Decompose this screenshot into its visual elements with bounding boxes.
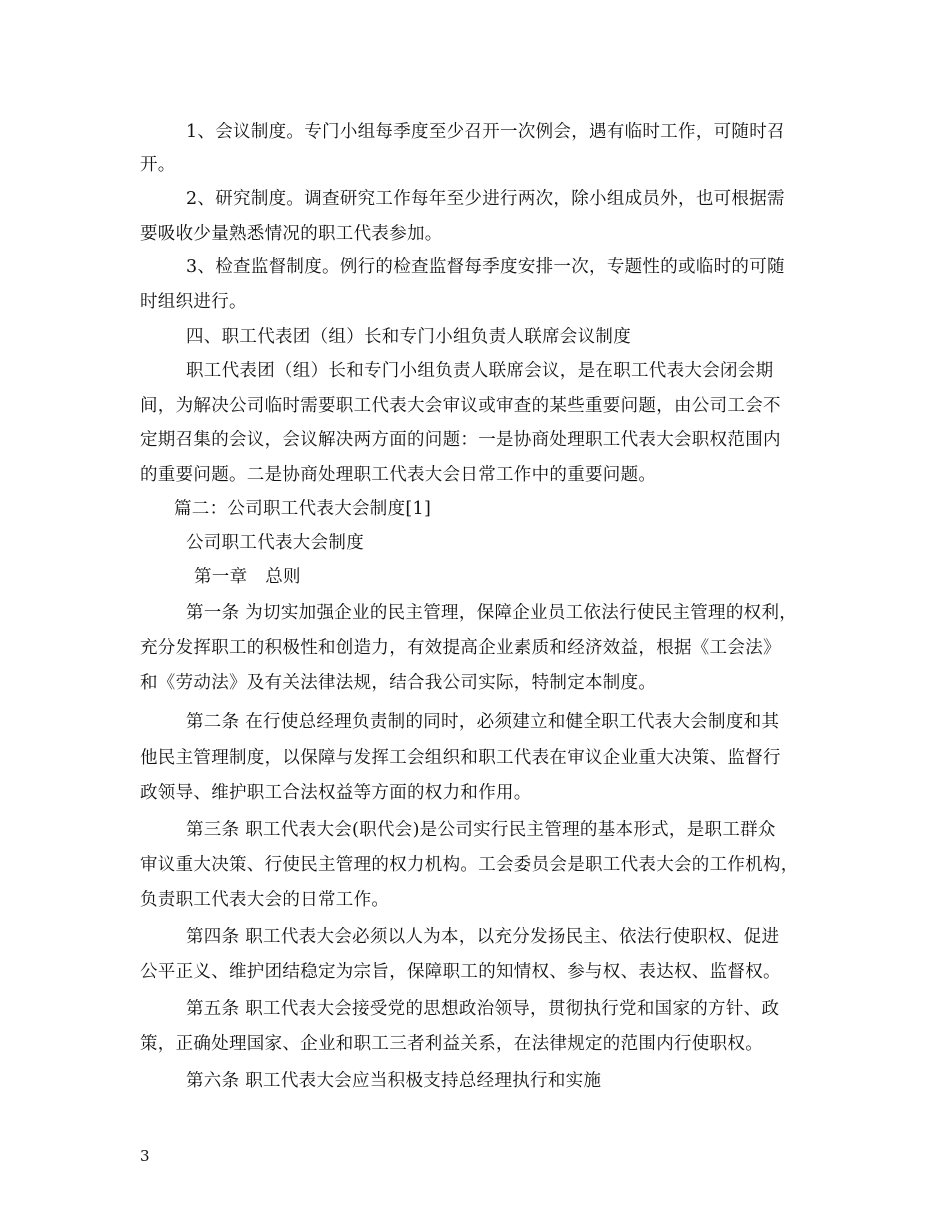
text-line: 公平正义、维护团结稳定为宗旨，保障职工的知情权、参与权、表达权、监督权。 xyxy=(140,962,781,982)
text-line: 政领导、维护职工合法权益等方面的权力和作用。 xyxy=(140,783,532,803)
text-line: 第五条 职工代表大会接受党的思想政治领导，贯彻执行党和国家的方针、政 xyxy=(186,999,780,1019)
text-line: 和《劳动法》及有关法律法规，结合我公司实际，特制定本制度。 xyxy=(140,673,657,693)
text-line: 1、会议制度。专门小组每季度至少召开一次例会，遇有临时工作，可随时召 xyxy=(186,122,785,142)
text-line: 要吸收少量熟悉情况的职工代表参加。 xyxy=(140,224,443,244)
text-line: 时组织进行。 xyxy=(140,292,247,312)
text-line: 第六条 职工代表大会应当积极支持总经理执行和实施 xyxy=(186,1071,602,1091)
text-line: 策，正确处理国家、企业和职工三者利益关系，在法律规定的范围内行使职权。 xyxy=(140,1034,763,1054)
text-line: 第一条 为切实加强企业的民主管理，保障企业员工依法行使民主管理的权利， xyxy=(186,603,798,623)
text-line: 第二条 在行使总经理负责制的同时，必须建立和健全职工代表大会制度和其 xyxy=(186,712,780,732)
article-heading: 篇二：公司职工代表大会制度[1] xyxy=(174,499,432,519)
text-line: 第四条 职工代表大会必须以人为本，以充分发扬民主、依法行使职权、促进 xyxy=(186,927,780,947)
text-line: 开。 xyxy=(140,155,176,175)
text-line: 的重要问题。二是协商处理职工代表大会日常工作中的重要问题。 xyxy=(140,465,657,485)
text-line: 职工代表团（组）长和专门小组负责人联席会议，是在职工代表大会闭会期 xyxy=(186,361,774,381)
chapter-heading: 第一章 总则 xyxy=(194,567,301,587)
text-line: 审议重大决策、行使民主管理的权力机构。工会委员会是职工代表大会的工作机构， xyxy=(140,855,799,875)
section-heading: 四、职工代表团（组）长和专门小组负责人联席会议制度 xyxy=(186,327,631,347)
page-number: 3 xyxy=(140,1147,150,1165)
document-title: 公司职工代表大会制度 xyxy=(186,533,364,553)
text-line: 间，为解决公司临时需要职工代表大会审议或审查的某些重要问题，由公司工会不 xyxy=(140,396,781,416)
text-line: 第三条 职工代表大会(职代会)是公司实行民主管理的基本形式，是职工群众 xyxy=(186,820,776,840)
text-line: 2、研究制度。调查研究工作每年至少进行两次，除小组成员外，也可根据需 xyxy=(186,189,785,209)
text-line: 充分发挥职工的积极性和创造力，有效提高企业素质和经济效益，根据《工会法》 xyxy=(140,638,781,658)
text-line: 定期召集的会议，会议解决两方面的问题：一是协商处理职工代表大会职权范围内 xyxy=(140,430,781,450)
text-line: 3、检查监督制度。例行的检查监督每季度安排一次，专题性的或临时的可随 xyxy=(186,257,785,277)
text-line: 负责职工代表大会的日常工作。 xyxy=(140,890,390,910)
text-line: 他民主管理制度，以保障与发挥工会组织和职工代表在审议企业重大决策、监督行 xyxy=(140,748,781,768)
